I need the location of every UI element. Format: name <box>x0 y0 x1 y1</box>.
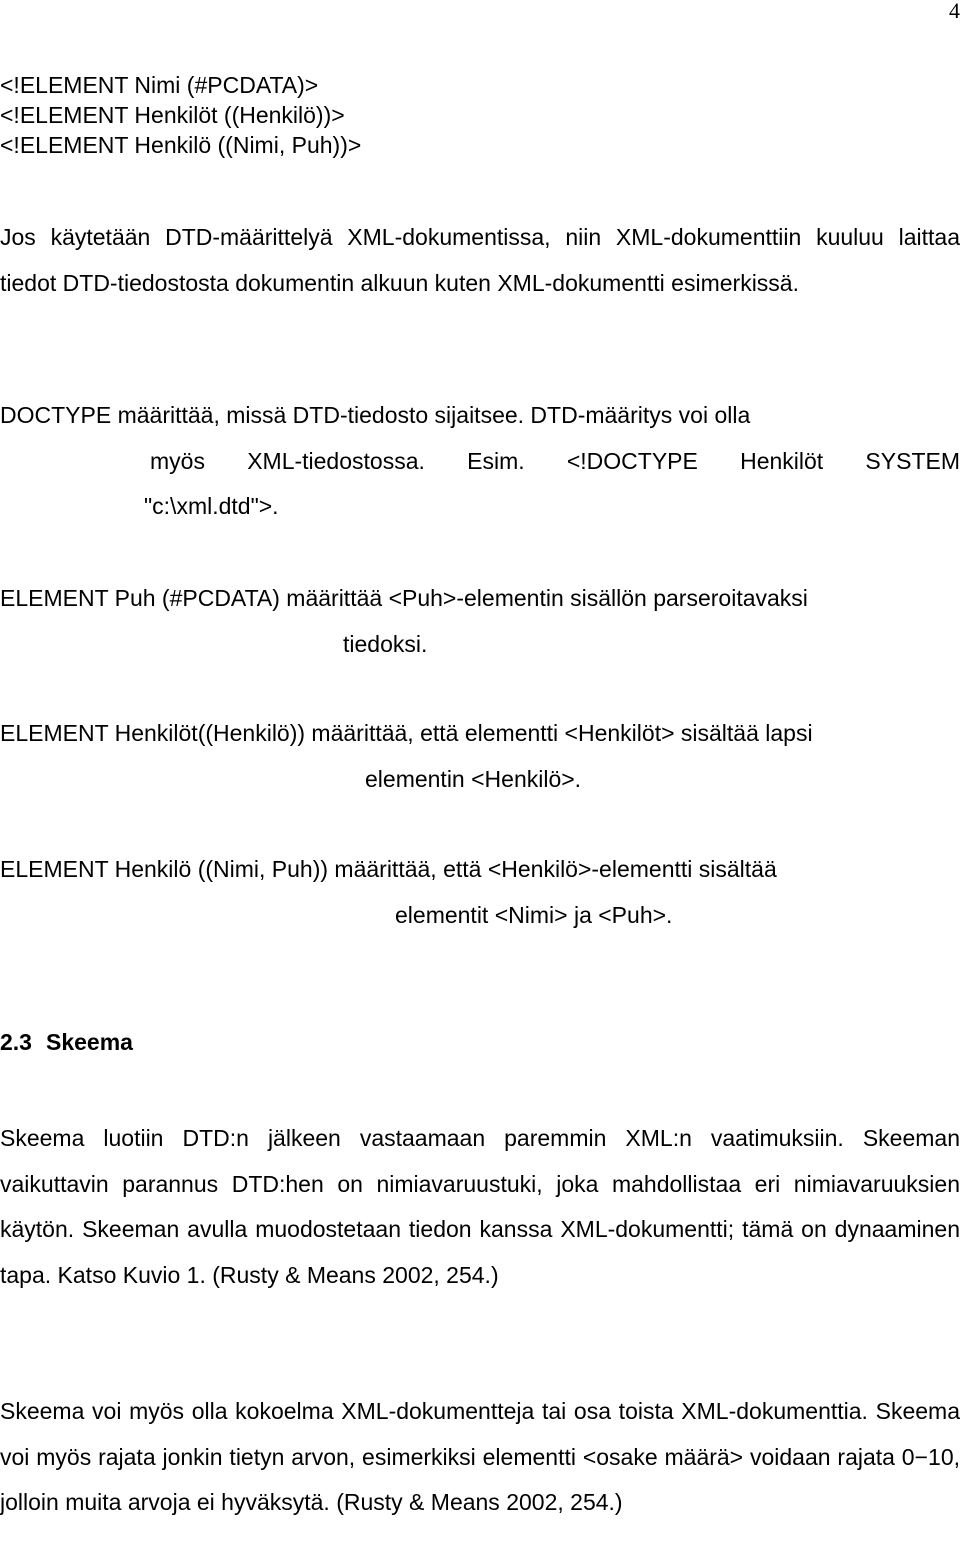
body-paragraph: Skeema luotiin DTD:n jälkeen vastaamaan paremmin XML:n vaatimuksiin. Skeeman vaikuttavin parannus DTD:hen on nimiavaruustuki, joka mahdollistaa eri nimiavaruuksien käytön. Skeeman avulla muodostetaan tiedon kanssa XML-dokumentti; tämä on dynaaminen tapa. Katso Kuvio 1. (Rusty & Means 2002, 254.) <box>0 1125 960 1288</box>
definition-lead: DOCTYPE määrittää, missä DTD-tiedosto sijaitsee. DTD-määritys voi olla <box>0 402 751 428</box>
definition-henkilot <box>0 711 960 802</box>
code-line: <!ELEMENT Henkilö ((Nimi, Puh))> <box>0 132 362 158</box>
dtd-code-block <box>0 70 960 160</box>
definition-puh <box>0 576 960 667</box>
definition-tail: tiedoksi. <box>343 630 428 657</box>
definition-doctype <box>0 393 960 530</box>
section-number: 2.3 <box>0 1029 32 1055</box>
definition-henkilo <box>0 847 960 938</box>
code-line: <!ELEMENT Henkilöt ((Henkilö))> <box>0 102 345 128</box>
definition-lead: ELEMENT Henkilöt((Henkilö)) määrittää, että elementti <Henkilöt> sisältää lapsi <box>0 720 813 746</box>
section-title: Skeema <box>45 1029 133 1055</box>
definition-lead: ELEMENT Puh (#PCDATA) määrittää <Puh>-elementin sisällön parseroitavaksi <box>0 585 808 611</box>
intro-paragraph: Jos käytetään DTD-määrittelyä XML-dokumentissa, niin XML-dokumenttiin kuuluu laittaa tiedot DTD-tiedostosta dokumentin alkuun kuten XML-dokumentti esimerkissä. <box>0 224 960 296</box>
code-line: <!ELEMENT Nimi (#PCDATA)> <box>0 72 319 98</box>
definition-tail: elementit <Nimi> ja <Puh>. <box>395 901 673 928</box>
body-paragraph: Skeema voi myös olla kokoelma XML-dokumentteja tai osa toista XML-dokumenttia. Skeema voi myös rajata jonkin tietyn arvon, esimerkiksi elementti <osake määrä> voidaan rajata 0−10, jolloin muita arvoja ei hyväksytä. (Rusty & Means 2002, 254.) <box>0 1398 960 1515</box>
page-number: 4 <box>949 0 960 23</box>
definition-tail: elementin <Henkilö>. <box>365 765 582 792</box>
definition-lead: ELEMENT Henkilö ((Nimi, Puh)) määrittää, että <Henkilö>-elementti sisältää <box>0 856 777 882</box>
section-heading <box>0 1027 960 1057</box>
definition-tail: "c:\xml.dtd">. <box>144 493 279 519</box>
definition-middle: myös XML-tiedostossa. Esim. <!DOCTYPE Henkilöt SYSTEM <box>150 447 960 474</box>
